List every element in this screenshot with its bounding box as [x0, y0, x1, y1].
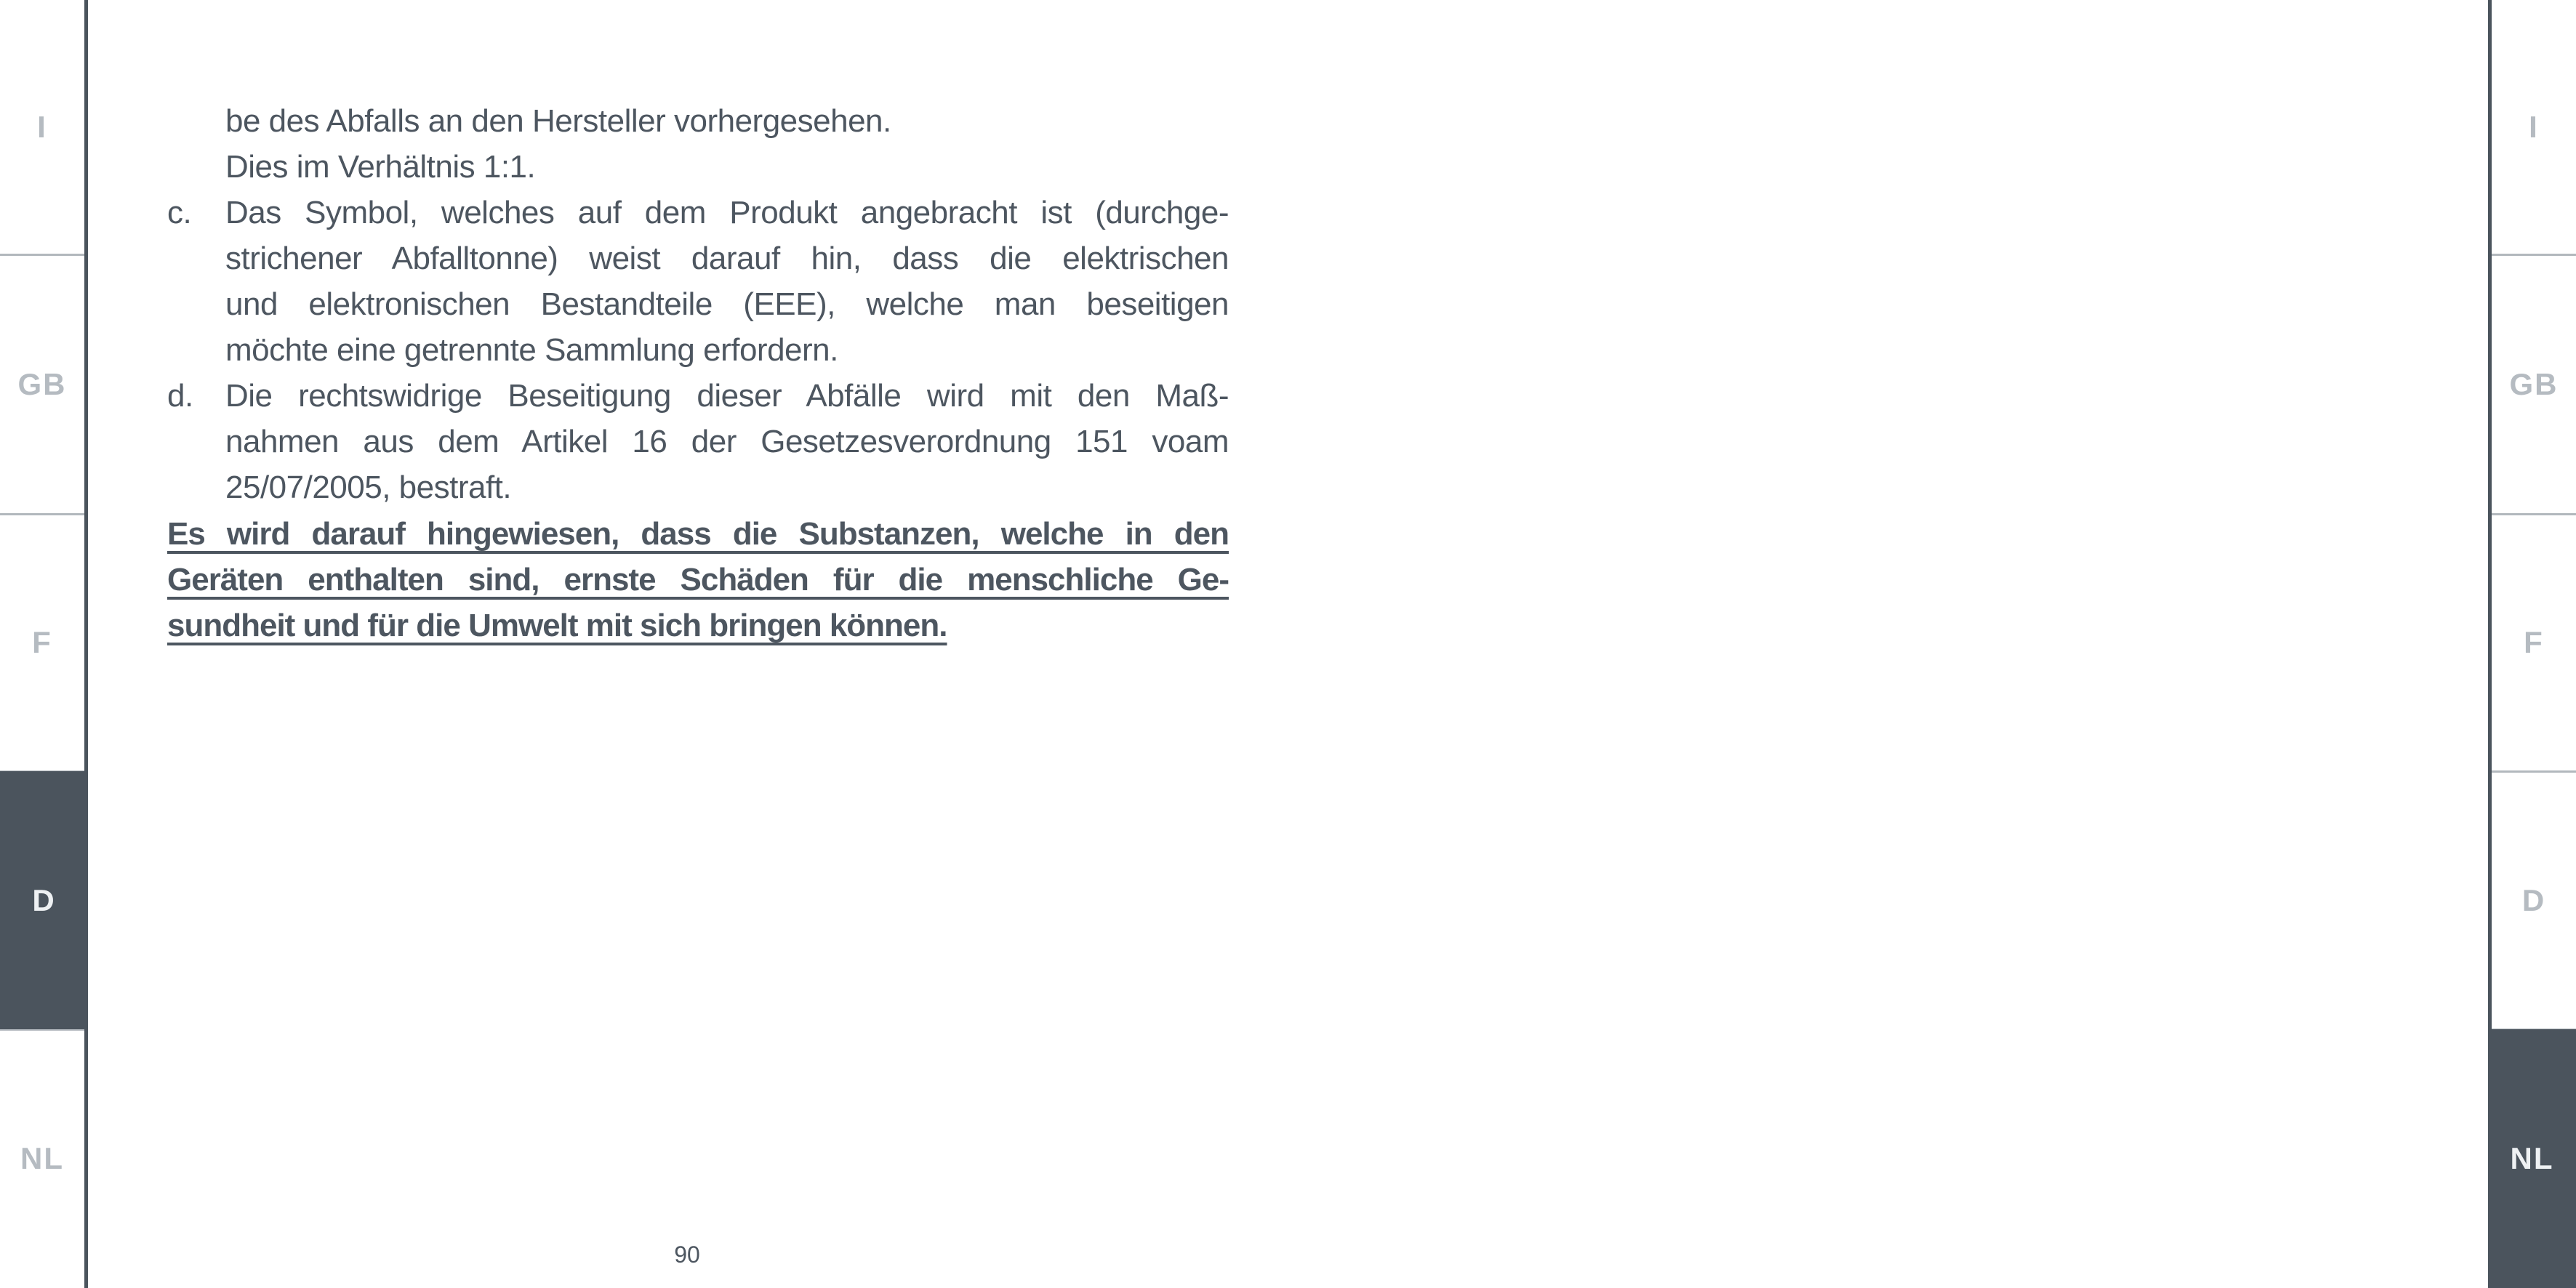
- tab-label: D: [32, 882, 56, 917]
- language-rail-right: [2492, 0, 2576, 1288]
- body-text-line: nahmen aus dem Artikel 16 der Gesetzesverordnung 151 voam: [225, 424, 1229, 459]
- body-text-line: c. Das Symbol, welches auf dem Produkt angebracht ist (durchge-: [225, 190, 1229, 236]
- language-tab-right-i: [2492, 0, 2576, 254]
- language-tab-right-d: [2492, 771, 2576, 1029]
- body-text-line: möchte eine getrennte Sammlung erfordern.: [225, 332, 838, 368]
- body-text-line: 25/07/2005, bestraft.: [225, 470, 512, 505]
- body-text-line: Dies im Verhältnis 1:1.: [225, 149, 536, 185]
- language-tab-right-f: [2492, 514, 2576, 771]
- tab-label: GB: [2509, 366, 2559, 401]
- tab-label: NL: [2510, 1141, 2554, 1175]
- body-text-line: d. Die rechtswidrige Beseitigung dieser Abfälle wird mit den Maß-: [225, 373, 1229, 419]
- language-tab-left-gb: [0, 254, 84, 514]
- tab-label: I: [2529, 110, 2539, 144]
- body-text-line: be des Abfalls an den Hersteller vorhergesehen.: [225, 103, 891, 139]
- warning-paragraph: [167, 511, 1229, 648]
- list-marker-d: d.: [167, 378, 193, 414]
- tab-label: GB: [17, 366, 67, 401]
- warning-text-line: Geräten enthalten sind, ernste Schäden für die menschliche Ge-: [167, 562, 1229, 597]
- language-tab-right-nl-active: [2488, 1029, 2576, 1288]
- body-text-line: strichener Abfalltonne) weist darauf hin, dass die elektrischen: [225, 241, 1229, 276]
- tab-label: I: [37, 110, 47, 144]
- left-vertical-rule: [84, 0, 88, 1288]
- tab-label: D: [2521, 882, 2546, 917]
- language-tab-left-nl: [0, 1029, 84, 1288]
- tab-label: F: [32, 625, 52, 659]
- language-rail-left: [0, 0, 84, 1288]
- tab-label: F: [2524, 625, 2544, 659]
- language-tab-right-gb: [2492, 254, 2576, 514]
- language-tab-left-d-active: [0, 771, 88, 1029]
- warning-text-line: sundheit und für die Umwelt mit sich bringen können.: [167, 608, 947, 643]
- language-tab-left-i: [0, 0, 84, 254]
- page-number: 90: [674, 1241, 700, 1268]
- warning-text-line: Es wird darauf hingewiesen, dass die Substanzen, welche in den: [167, 516, 1229, 552]
- body-text: [167, 98, 1229, 510]
- list-marker-c: c.: [167, 195, 192, 230]
- body-text-line: und elektronischen Bestandteile (EEE), welche man beseitigen: [225, 286, 1229, 322]
- tab-label: NL: [20, 1141, 64, 1175]
- language-tab-left-f: [0, 514, 84, 771]
